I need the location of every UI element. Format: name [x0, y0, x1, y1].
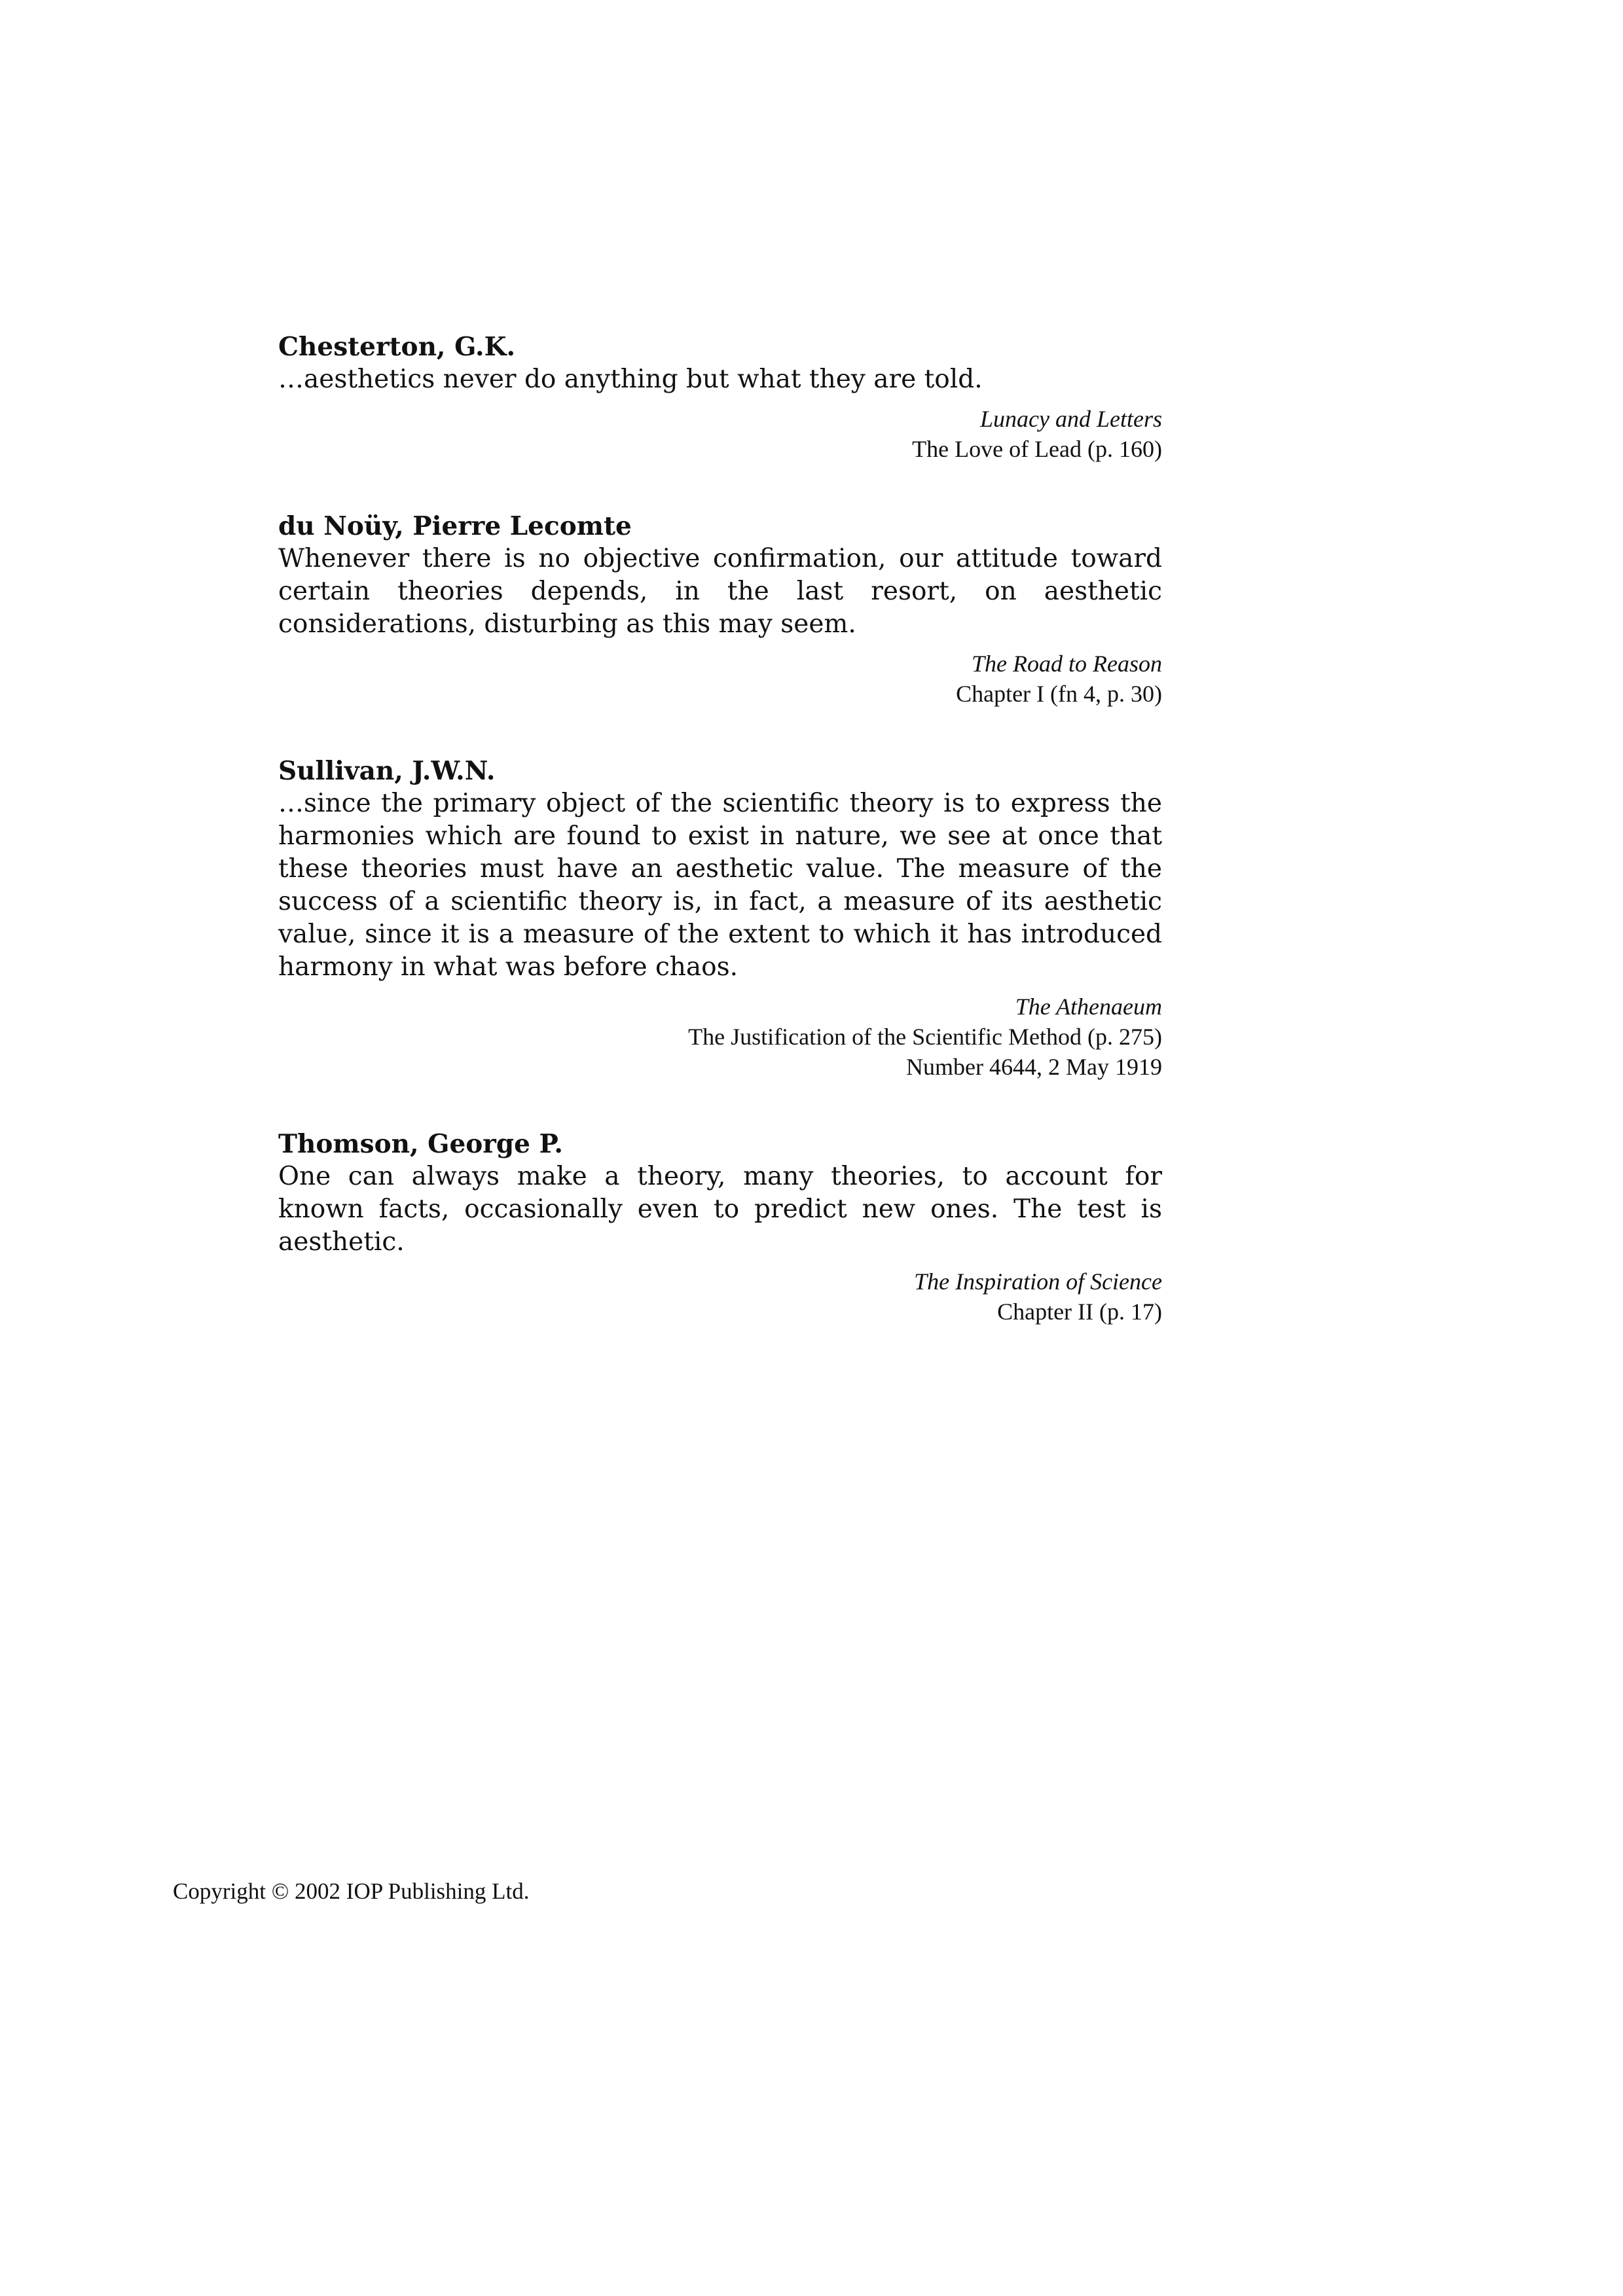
quote-author: Chesterton, G.K.	[278, 332, 516, 362]
quote-author: du Noüy, Pierre Lecomte	[278, 511, 632, 541]
quote-text: …aesthetics never do anything but what they are told.	[278, 365, 983, 394]
source-detail: The Justification of the Scientific Method (p. 275)	[688, 1024, 1162, 1050]
quote-author: Sullivan, J.W.N.	[278, 756, 496, 786]
quote-text: One can always make a theory, many theories, to account for known facts, occasionally even to predict new ones. The test is aesthetic.	[278, 1162, 1162, 1257]
copyright-footer: Copyright © 2002 IOP Publishing Ltd.	[173, 1878, 530, 1904]
source-title: Lunacy and Letters	[980, 406, 1162, 432]
source-title: The Inspiration of Science	[914, 1268, 1162, 1295]
source-title: The Road to Reason	[972, 651, 1162, 677]
quotation-entry	[278, 510, 1162, 709]
source-detail: Number 4644, 2 May 1919	[906, 1054, 1162, 1080]
quote-text: Whenever there is no objective confirmation, our attitude toward certain theories depends, in the last resort, on aesthetic considerations, disturbing as this may seem.	[278, 544, 1162, 639]
quote-source	[278, 649, 1162, 709]
source-detail: The Love of Lead (p. 160)	[912, 436, 1162, 462]
quote-source	[278, 992, 1162, 1082]
quotation-entry	[278, 331, 1162, 464]
quotations-block	[278, 331, 1162, 1372]
quote-text: …since the primary object of the scientific theory is to express the harmonies which are found to exist in nature, we see at once that these theories must have an aesthetic value. The measure of the success of a scientific theory is, in fact, a measure of its aesthetic value, since it is a measure of the extent to which it has introduced harmony in what was before chaos.	[278, 789, 1162, 982]
quote-source	[278, 404, 1162, 464]
source-title: The Athenaeum	[1015, 994, 1162, 1020]
source-detail: Chapter I (fn 4, p. 30)	[956, 681, 1162, 707]
source-detail: Chapter II (p. 17)	[997, 1299, 1162, 1325]
quote-author: Thomson, George P.	[278, 1129, 563, 1159]
quotation-entry	[278, 1128, 1162, 1327]
quote-source	[278, 1266, 1162, 1327]
quotation-entry	[278, 755, 1162, 1082]
